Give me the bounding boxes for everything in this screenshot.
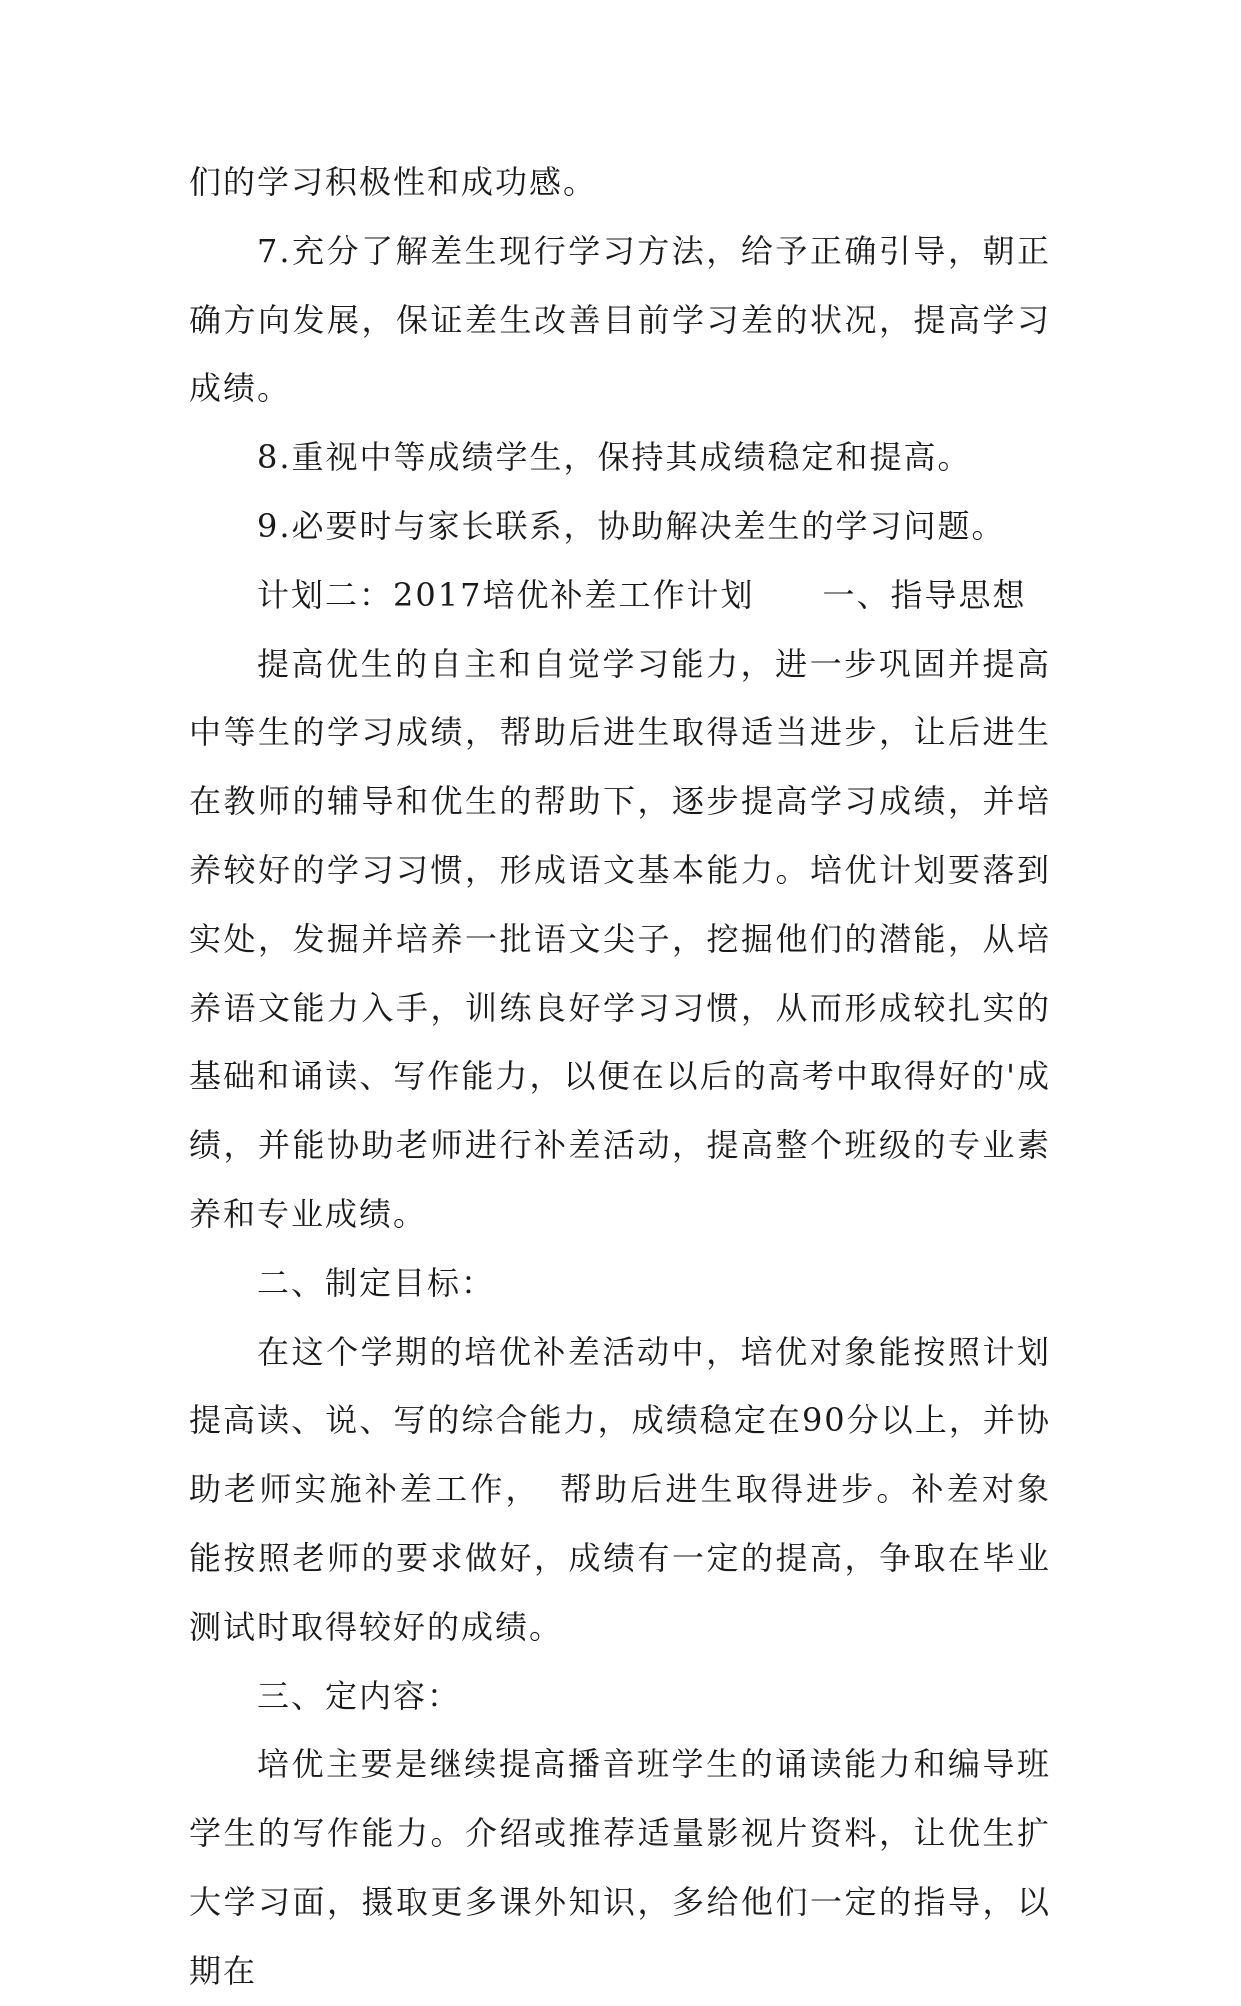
paragraph-item-7: 7.充分了解差生现行学习方法，给予正确引导，朝正确方向发展，保证差生改善目前学习差的状况，提高学习成绩。: [189, 231, 1051, 408]
paragraph-item-8: 8.重视中等成绩学生，保持其成绩稳定和提高。: [257, 438, 972, 477]
document-body: [189, 148, 1051, 2006]
goals-paragraph: 在这个学期的培优补差活动中，培优对象能按照计划提高读、说、写的综合能力，成绩稳定在90分以上，并协助老师实施补差工作， 帮助后进生取得进步。补差对象能按照老师的要求做好，成绩有一定的提高，争取在毕业测试时取得较好的成绩。: [189, 1332, 1051, 1646]
plan-two-heading: 计划二：2017培优补差工作计划 一、指导思想: [257, 575, 1027, 614]
guiding-ideology-paragraph: 提高优生的自主和自觉学习能力，进一步巩固并提高中等生的学习成绩，帮助后进生取得适当进步，让后进生在教师的辅导和优生的帮助下，逐步提高学习成绩，并培养较好的学习习惯，形成语文基本能力。培优计划要落到实处，发掘并培养一批语文尖子，挖掘他们的潜能，从培养语文能力入手，训练良好学习习惯，从而形成较扎实的基础和诵读、写作能力，以便在以后的高考中取得好的'成绩，并能协助老师进行补差活动，提高整个班级的专业素养和专业成绩。: [189, 644, 1051, 1233]
paragraph-item-9: 9.必要时与家长联系，协助解决差生的学习问题。: [257, 506, 1006, 545]
section-heading-content: 三、定内容：: [257, 1676, 462, 1715]
section-heading-goals: 二、制定目标：: [257, 1263, 496, 1302]
paragraph-continuation: 们的学习积极性和成功感。: [189, 163, 598, 201]
content-paragraph: 培优主要是继续提高播音班学生的诵读能力和编导班学生的写作能力。介绍或推荐适量影视片资料，让优生扩大学习面，摄取更多课外知识，多给他们一定的指导，以期在: [189, 1745, 1051, 1990]
